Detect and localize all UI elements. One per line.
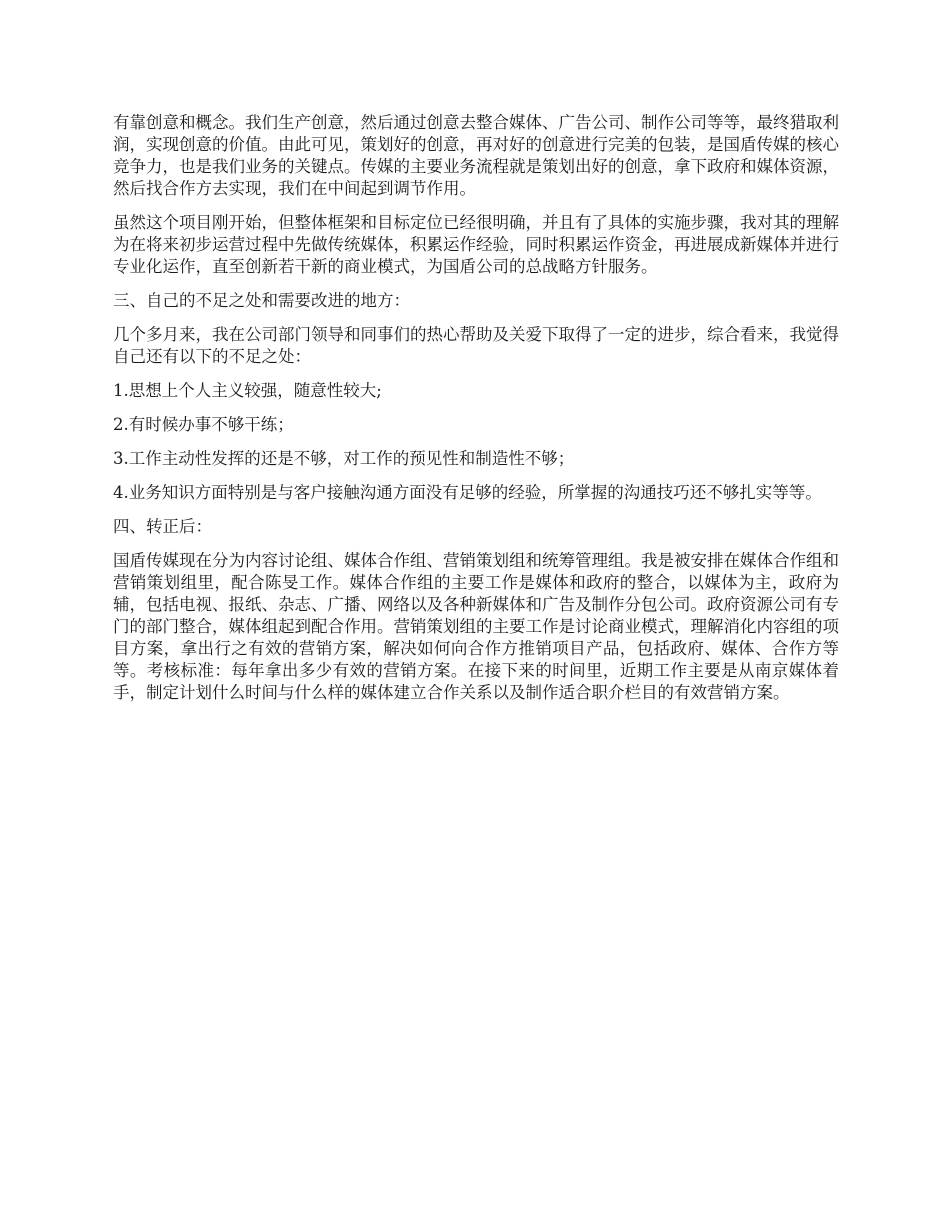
document-body [113,112,839,716]
list-item-shortcoming-1: 1.思想上个人主义较强，随意性较大; [113,381,382,400]
paragraph-project-understanding: 虽然这个项目刚开始，但整体框架和目标定位已经很明确，并且有了具体的实施步骤，我对其的理解为在将来初步运营过程中先做传统媒体，积累运作经验，同时积累运作资金，再进展成新媒体并进行专业化运作，直至创新若干新的商业模式，为国盾公司的总战略方针服务。 [113,213,839,276]
section-heading-shortcomings: 三、自己的不足之处和需要改进的地方： [113,291,410,310]
paragraph-shortcomings-intro: 几个多月来，我在公司部门领导和同事们的热心帮助及关爱下取得了一定的进步，综合看来，我觉得自己还有以下的不足之处： [113,325,839,366]
list-item-shortcoming-3: 3.工作主动性发挥的还是不够，对工作的预见性和制造性不够； [113,449,575,468]
list-item-shortcoming-2: 2.有时候办事不够干练； [113,415,294,434]
section-heading-after-confirmation: 四、转正后： [113,517,212,536]
paragraph-team-structure: 国盾传媒现在分为内容讨论组、媒体合作组、营销策划组和统筹管理组。我是被安排在媒体合作组和营销策划组里，配合陈旻工作。媒体合作组的主要工作是媒体和政府的整合，以媒体为主，政府为辅，包括电视、报纸、杂志、广播、网络以及各种新媒体和广告及制作分包公司。政府资源公司有专门的部门整合，媒体组起到配合作用。营销策划组的主要工作是讨论商业模式，理解消化内容组的项目方案，拿出行之有效的营销方案，解决如何向合作方推销项目产品，包括政府、媒体、合作方等等。考核标准：每年拿出多少有效的营销方案。在接下来的时间里，近期工作主要是从南京媒体着手，制定计划什么时间与什么样的媒体建立合作关系以及制作适合职介栏目的有效营销方案。 [113,551,839,702]
list-item-shortcoming-4: 4.业务知识方面特别是与客户接触沟通方面没有足够的经验，所掌握的沟通技巧还不够扎实等等。 [113,483,822,502]
paragraph-creative-value: 有靠创意和概念。我们生产创意，然后通过创意去整合媒体、广告公司、制作公司等等，最终猎取利润，实现创意的价值。由此可见，策划好的创意，再对好的创意进行完美的包装，是国盾传媒的核心竞争力，也是我们业务的关键点。传媒的主要业务流程就是策划出好的创意，拿下政府和媒体资源，然后找合作方去实现，我们在中间起到调节作用。 [113,113,839,198]
